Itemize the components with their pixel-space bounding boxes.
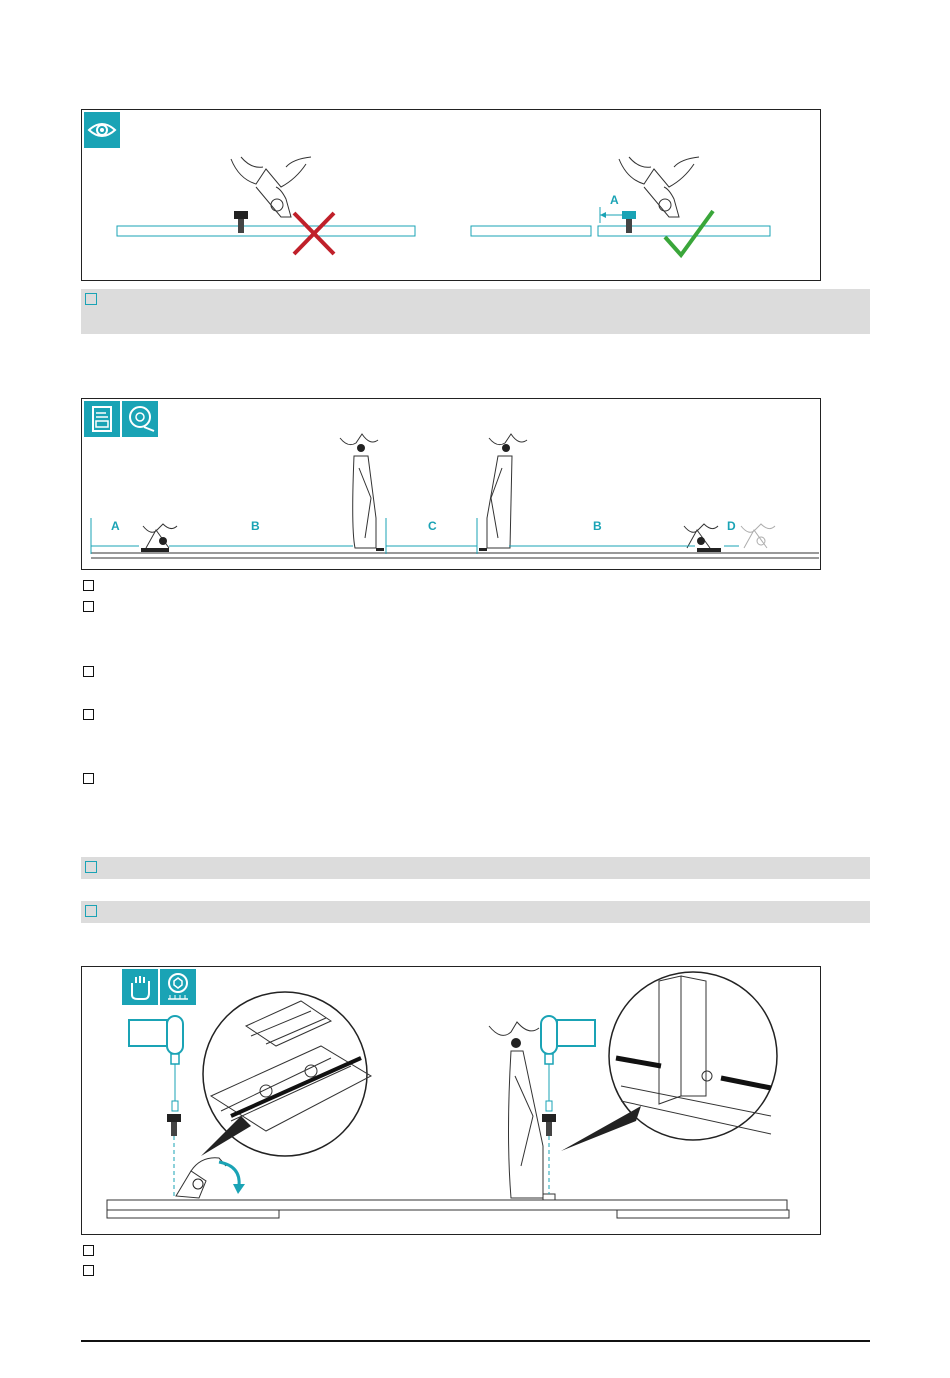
rail-right-b xyxy=(598,226,770,236)
figure-3-drawing xyxy=(81,966,821,1235)
bolt-head-right xyxy=(622,211,636,219)
end-clamp-tilted xyxy=(176,1158,226,1198)
rail-left xyxy=(117,226,415,236)
bolt-shaft-right xyxy=(626,219,632,233)
end-clamp-left xyxy=(141,524,177,552)
footer-rule xyxy=(81,1340,870,1342)
clamp-left xyxy=(231,157,311,233)
bolt-shaft-left xyxy=(238,219,244,233)
step-bullet-7 xyxy=(83,1265,94,1276)
info-icon xyxy=(85,293,97,305)
step-bullet-4 xyxy=(83,709,94,720)
end-clamp-right xyxy=(684,524,721,552)
detail-circle-left xyxy=(201,992,371,1156)
dimension-label-c: C xyxy=(428,519,437,533)
drill-icon xyxy=(129,1016,183,1111)
step-bullet-2 xyxy=(83,601,94,612)
info-bar-3 xyxy=(81,901,870,923)
info-bar-2 xyxy=(81,857,870,879)
info-icon xyxy=(85,861,97,873)
screw-icon xyxy=(167,1114,181,1198)
info-bar-1 xyxy=(81,289,870,334)
dimension-label-b-left: B xyxy=(251,519,260,533)
step-bullet-1 xyxy=(83,580,94,591)
figure-2-drawing xyxy=(81,398,821,570)
support-tower-1 xyxy=(340,434,384,551)
step-bullet-6 xyxy=(83,1245,94,1256)
drill-icon-right xyxy=(541,1016,595,1194)
dimension-lines xyxy=(91,518,739,554)
info-icon xyxy=(85,905,97,917)
dimension-label-d: D xyxy=(727,519,736,533)
clamp-right xyxy=(619,157,699,233)
rail-right-a xyxy=(471,226,591,236)
bolt-head-left xyxy=(234,211,248,219)
dimension-label-b-right: B xyxy=(593,519,602,533)
end-clamp-ghost xyxy=(741,524,775,548)
support-tower-2 xyxy=(479,434,527,551)
step-bullet-3 xyxy=(83,666,94,677)
dimension-label-a: A xyxy=(111,519,120,533)
check-mark-icon xyxy=(665,211,713,255)
step-bullet-5 xyxy=(83,773,94,784)
cross-mark-icon xyxy=(294,213,334,254)
dimension-label-a: A xyxy=(610,193,619,207)
detail-circle-right xyxy=(561,972,777,1151)
rotate-arrow-icon xyxy=(219,1162,245,1194)
figure-1-drawing xyxy=(81,109,821,281)
